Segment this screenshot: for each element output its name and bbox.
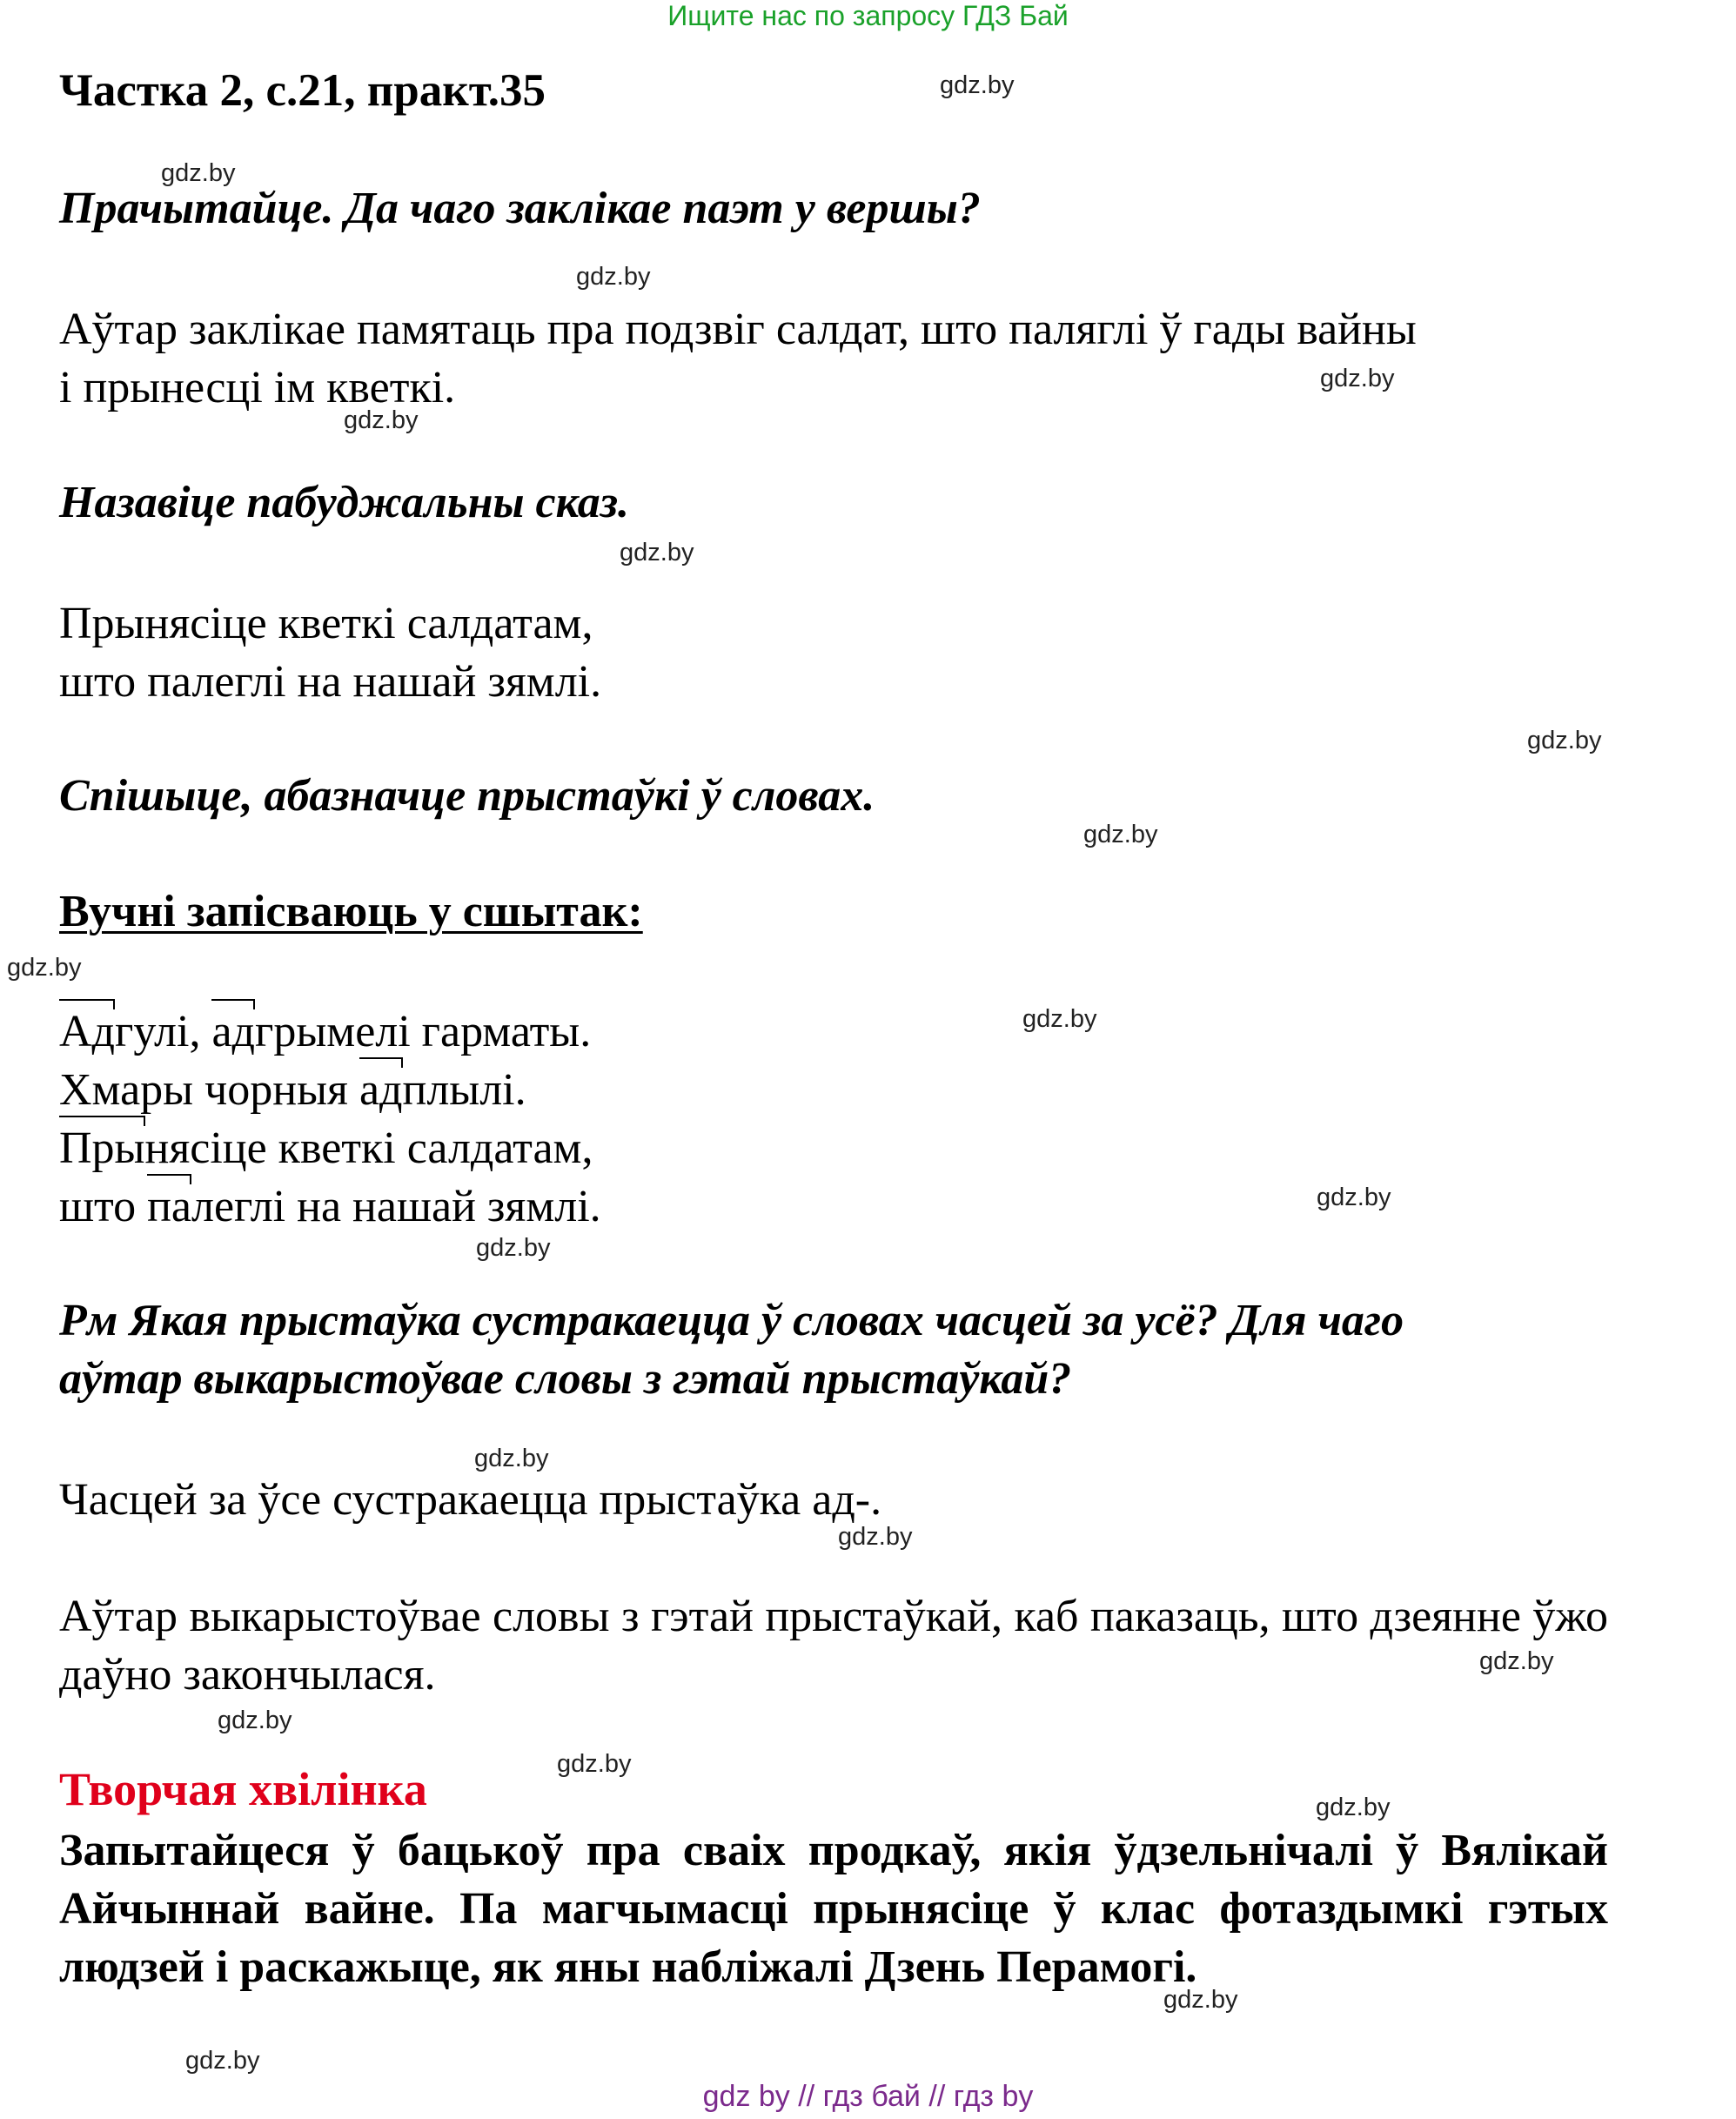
poem-text: Хмары чорныя — [59, 1065, 359, 1115]
poem-line-3 — [59, 1119, 593, 1177]
answer-1-line-2: і прынесці ім кветкі. — [59, 363, 456, 412]
prefix-mark: ад — [211, 1003, 255, 1061]
watermark: gdz.by — [1320, 365, 1395, 392]
notebook-heading: Вучні запісваюць у сшытак: — [59, 887, 643, 936]
watermark: gdz.by — [161, 159, 236, 187]
watermark: gdz.by — [1163, 1986, 1238, 2014]
poem-text: што — [59, 1182, 148, 1231]
watermark: gdz.by — [620, 539, 694, 567]
watermark: gdz.by — [7, 954, 82, 982]
top-banner: Ищите нас по запросу ГДЗ Бай — [667, 0, 1069, 31]
poem-line-2 — [59, 1061, 526, 1119]
watermark: gdz.by — [1083, 821, 1158, 848]
answer-2-line-1: Прынясіце кветкі салдатам, — [59, 599, 593, 648]
poem-line-4 — [59, 1177, 601, 1236]
poem-text: грымелі гарматы. — [255, 1007, 592, 1056]
footer-links: gdz by // гдз бай // гдз by — [702, 2080, 1034, 2113]
poem-text: плылі. — [402, 1065, 526, 1115]
poem-text: леглі на нашай зямлі. — [191, 1182, 601, 1231]
prefix-mark: па — [147, 1177, 191, 1236]
watermark: gdz.by — [557, 1750, 632, 1778]
watermark: gdz.by — [576, 263, 651, 291]
poem-line-1 — [59, 1003, 591, 1061]
poem-text: гулі, — [115, 1007, 212, 1056]
poem-text: нясіце кветкі салдатам, — [144, 1123, 593, 1173]
question-4-line-1: Рм Якая прыстаўка сустракаецца ў словах часцей за усё? Для чаго — [59, 1296, 1404, 1345]
watermark: gdz.by — [1479, 1647, 1554, 1675]
prefix-mark: ад — [359, 1061, 403, 1119]
watermark: gdz.by — [185, 2047, 260, 2075]
watermark: gdz.by — [940, 71, 1015, 99]
question-3: Спішыце, абазначце прыстаўкі ў словах. — [59, 771, 875, 821]
creative-text: Запытайцеся ў бацькоў пра сваіх продкаў, якія ўдзельнічалі ў Вялікай Айчыннай вайне. Па магчымасці прынясіце ў клас фотаздымкі гэтых людзей і раскажыце, як яны набліжалі Дзень Перамогі. — [59, 1826, 1608, 1992]
prefix-mark: Пры — [59, 1119, 145, 1177]
watermark: gdz.by — [1022, 1005, 1097, 1033]
watermark: gdz.by — [1317, 1184, 1391, 1211]
watermark: gdz.by — [838, 1523, 913, 1551]
watermark: gdz.by — [474, 1445, 549, 1472]
watermark: gdz.by — [344, 406, 419, 434]
answer-2-line-2: што палеглі на нашай зямлі. — [59, 657, 602, 707]
question-2: Назавіце пабуджальны сказ. — [59, 478, 629, 527]
question-4-line-2: аўтар выкарыстоўвае словы з гэтай прыстаўкай? — [59, 1354, 1072, 1404]
prefix-mark: Ад — [59, 1003, 115, 1061]
answer-1-line-1: Аўтар заклікае памятаць пра подзвіг салдат, што паляглі ў гады вайны — [59, 305, 1417, 354]
watermark: gdz.by — [218, 1707, 292, 1734]
watermark: gdz.by — [1527, 727, 1602, 754]
watermark: gdz.by — [1316, 1794, 1391, 1821]
page-title: Частка 2, с.21, практ.35 — [59, 65, 546, 116]
watermark: gdz.by — [476, 1234, 551, 1262]
answer-5: Аўтар выкарыстоўвае словы з гэтай прыстаўкай, каб паказаць, што дзеянне ўжо даўно закончылася. — [59, 1592, 1608, 1700]
question-1: Прачытайце. Да чаго заклікае паэт у вершы? — [59, 184, 981, 233]
creative-title: Творчая хвілінка — [59, 1763, 427, 1815]
answer-4: Часцей за ўсе сустракаецца прыстаўка ад-. — [59, 1475, 882, 1525]
